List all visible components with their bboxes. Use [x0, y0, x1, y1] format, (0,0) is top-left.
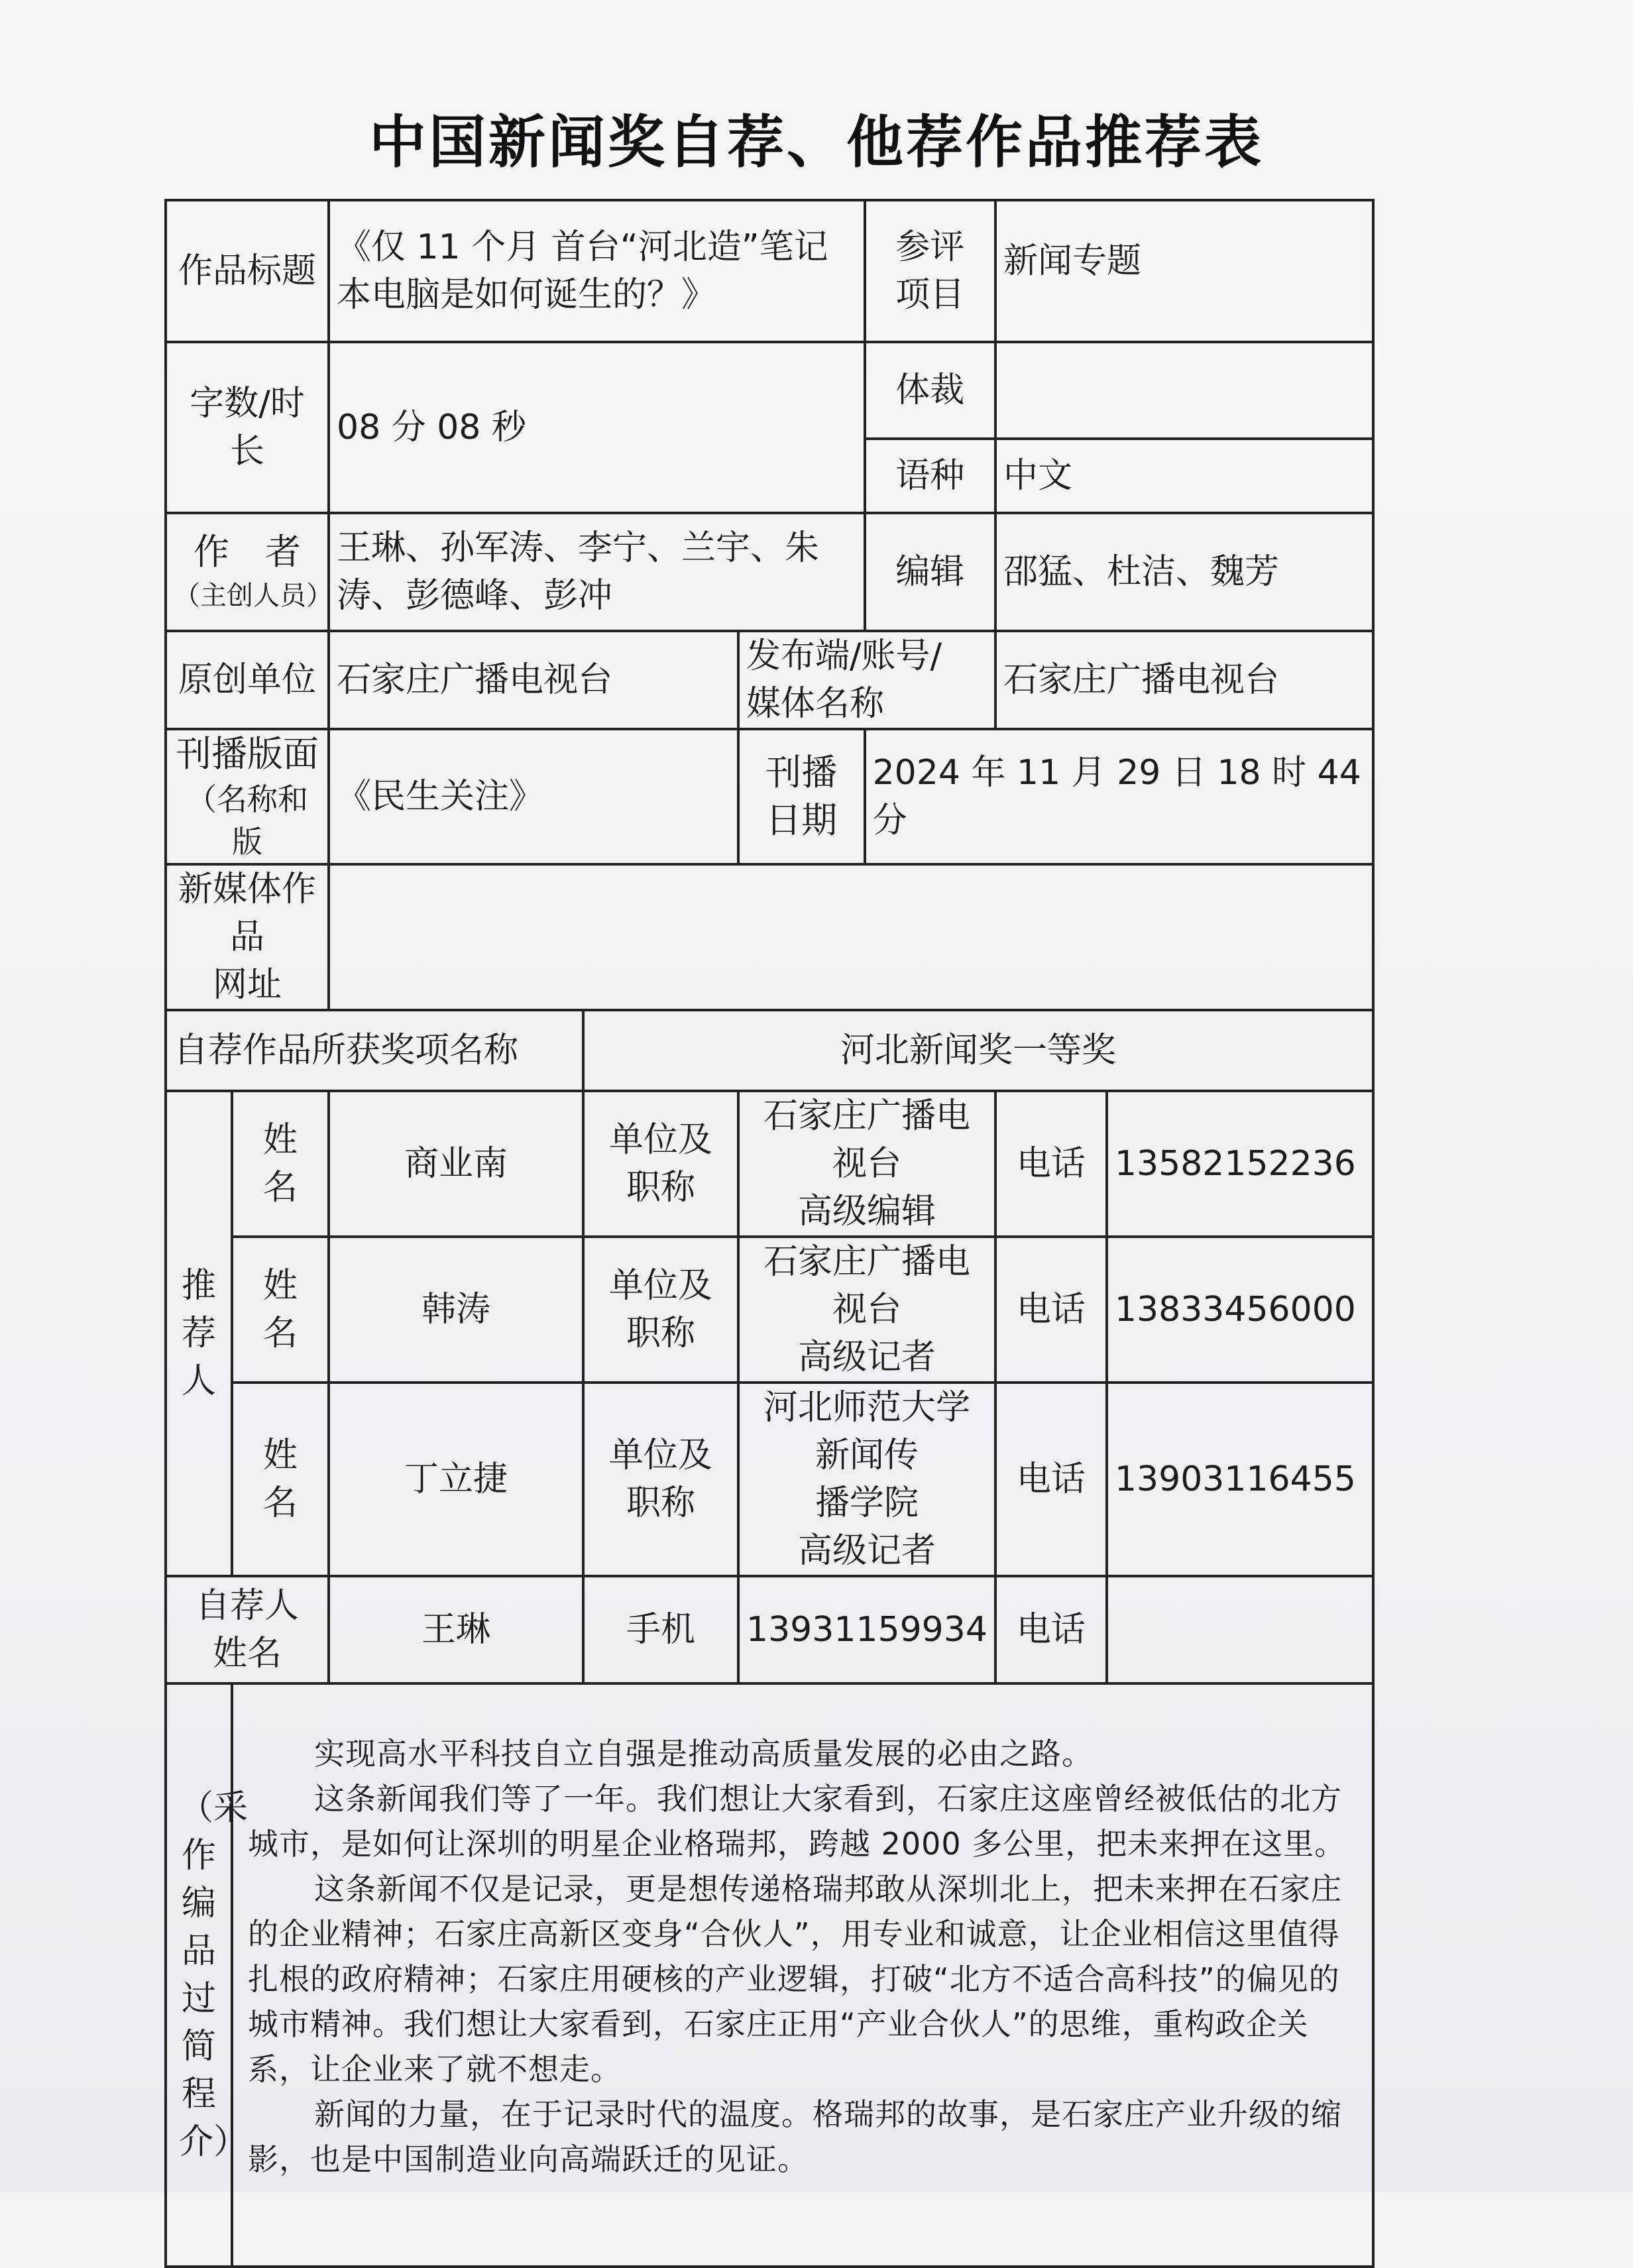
recommenders-group-label: 推荐人: [166, 1091, 232, 1576]
author-sub-label: （主创人员）: [174, 581, 333, 611]
page-label-line2: （名称和版: [186, 781, 308, 860]
recommender-2-name: 韩涛: [329, 1237, 583, 1383]
self-label-line1: 自荐人: [195, 1586, 299, 1626]
date-label-cell: [738, 729, 865, 864]
intro-paragraph-3: 这条新闻不仅是记录，更是想传递格瑞邦敢从深圳北上，把未来押在石家庄的企业精神；石家庄高新区变身“合伙人”，用专业和诚意，让企业相信这里值得扎根的政府精神；石家庄用硬核的产业逻辑，打破“北方不适合高科技”的偏见的城市精神。我们想让大家看到，石家庄正用“产业合伙人”的思维，重构政企关系，让企业来了就不想走。: [248, 1871, 1342, 2087]
intro-paragraph-4: 新闻的力量，在于记录时代的温度。格瑞邦的故事，是石家庄产业升级的缩影，也是中国制造业向高端跃迁的见证。: [248, 2096, 1342, 2177]
recommender-1-phone-label: 电话: [995, 1091, 1107, 1237]
publisher-value: 石家庄广播电视台: [995, 631, 1373, 729]
self-label-line2: 姓名: [212, 1634, 282, 1673]
genre-label: 体裁: [865, 342, 995, 439]
author-label-cell: [166, 513, 333, 631]
intro-label: （采作编品过简程介）: [166, 1683, 232, 2267]
publisher-label-line2: 媒体名称: [746, 684, 885, 724]
form-title: 中国新闻奖自荐、他荐作品推荐表: [369, 109, 1264, 176]
intro-paragraph-1: 实现高水平科技自立自强是推动高质量发展的必由之路。: [314, 1736, 1093, 1772]
date-label-line1: 刊播: [765, 752, 838, 793]
editor-value: 邵猛、杜洁、魏芳: [995, 513, 1373, 631]
recommender-1-phone: 13582152236: [1107, 1091, 1373, 1237]
self-phone-label: 电话: [995, 1576, 1107, 1683]
url-label-line1: 新媒体作品: [178, 870, 316, 957]
author-value: 王琳、孙军涛、李宁、兰宇、朱涛、彭德峰、彭冲: [329, 513, 865, 631]
unit-value: 石家庄广播电视台: [329, 631, 738, 729]
recommender-3-unit: 河北师范大学新闻传 播学院 高级记者: [738, 1383, 995, 1576]
recommender-3-name: 丁立捷: [329, 1383, 583, 1576]
recommender-2-phone-label: 电话: [995, 1237, 1107, 1383]
self-label-cell: [166, 1576, 329, 1683]
self-name: 王琳: [329, 1576, 583, 1683]
url-value: [329, 864, 1373, 1010]
url-label-cell: [166, 864, 329, 1010]
author-label: 作 者: [194, 531, 301, 573]
date-label-line2: 日期: [765, 799, 838, 841]
genre-value: [995, 342, 1373, 439]
page-value: 《民生关注》: [329, 729, 738, 864]
intro-body: [232, 1683, 1373, 2267]
date-value: 2024 年 11 月 29 日 18 时 44 分: [865, 729, 1373, 864]
recommender-1-name-label: 姓名: [232, 1091, 329, 1237]
title-value: 《仅 11 个月 首台“河北造”笔记本电脑是如何诞生的？》: [329, 200, 865, 342]
language-value: 中文: [995, 439, 1373, 513]
unit-label: 原创单位: [166, 631, 329, 729]
self-mobile: 13931159934: [738, 1576, 995, 1683]
recommender-3-unit-label: 单位及 职称: [583, 1383, 738, 1576]
title-label: 作品标题: [166, 200, 329, 342]
category-label: 参评项目: [865, 200, 995, 342]
publisher-label-line1: 发布端/账号/: [746, 636, 942, 676]
recommender-1-name: 商业南: [329, 1091, 583, 1237]
recommender-3-name-label: 姓名: [232, 1383, 329, 1576]
recommender-2-phone: 13833456000: [1107, 1237, 1373, 1383]
recommender-2-name-label: 姓名: [232, 1237, 329, 1383]
award-label: 自荐作品所获奖项名称: [166, 1010, 583, 1091]
self-phone: [1107, 1576, 1373, 1683]
recommender-3-phone-label: 电话: [995, 1383, 1107, 1576]
length-label: 字数/时长: [166, 342, 329, 513]
recommender-1-unit: 石家庄广播电视台 高级编辑: [738, 1091, 995, 1237]
intro-paragraph-2: 这条新闻我们等了一年。我们想让大家看到，石家庄这座曾经被低估的北方城市，是如何让深圳的明星企业格瑞邦，跨越 2000 多公里，把未来押在这里。: [248, 1781, 1346, 1862]
recommender-2-unit-label: 单位及 职称: [583, 1237, 738, 1383]
page-label-line1: 刊播版面: [176, 733, 319, 775]
editor-label: 编辑: [865, 513, 995, 631]
award-value: 河北新闻奖一等奖: [583, 1010, 1373, 1091]
publisher-label-cell: [738, 631, 995, 729]
self-mobile-label: 手机: [583, 1576, 738, 1683]
recommendation-table: [164, 199, 1375, 2268]
category-value: 新闻专题: [995, 200, 1373, 342]
recommender-1-unit-label: 单位及 职称: [583, 1091, 738, 1237]
url-label-line2: 网址: [212, 965, 282, 1005]
recommender-2-unit: 石家庄广播电视台 高级记者: [738, 1237, 995, 1383]
length-value: 08 分 08 秒: [329, 342, 865, 513]
recommender-3-phone: 13903116455: [1107, 1383, 1373, 1576]
language-label: 语种: [865, 439, 995, 513]
page-label-cell: [166, 729, 329, 864]
